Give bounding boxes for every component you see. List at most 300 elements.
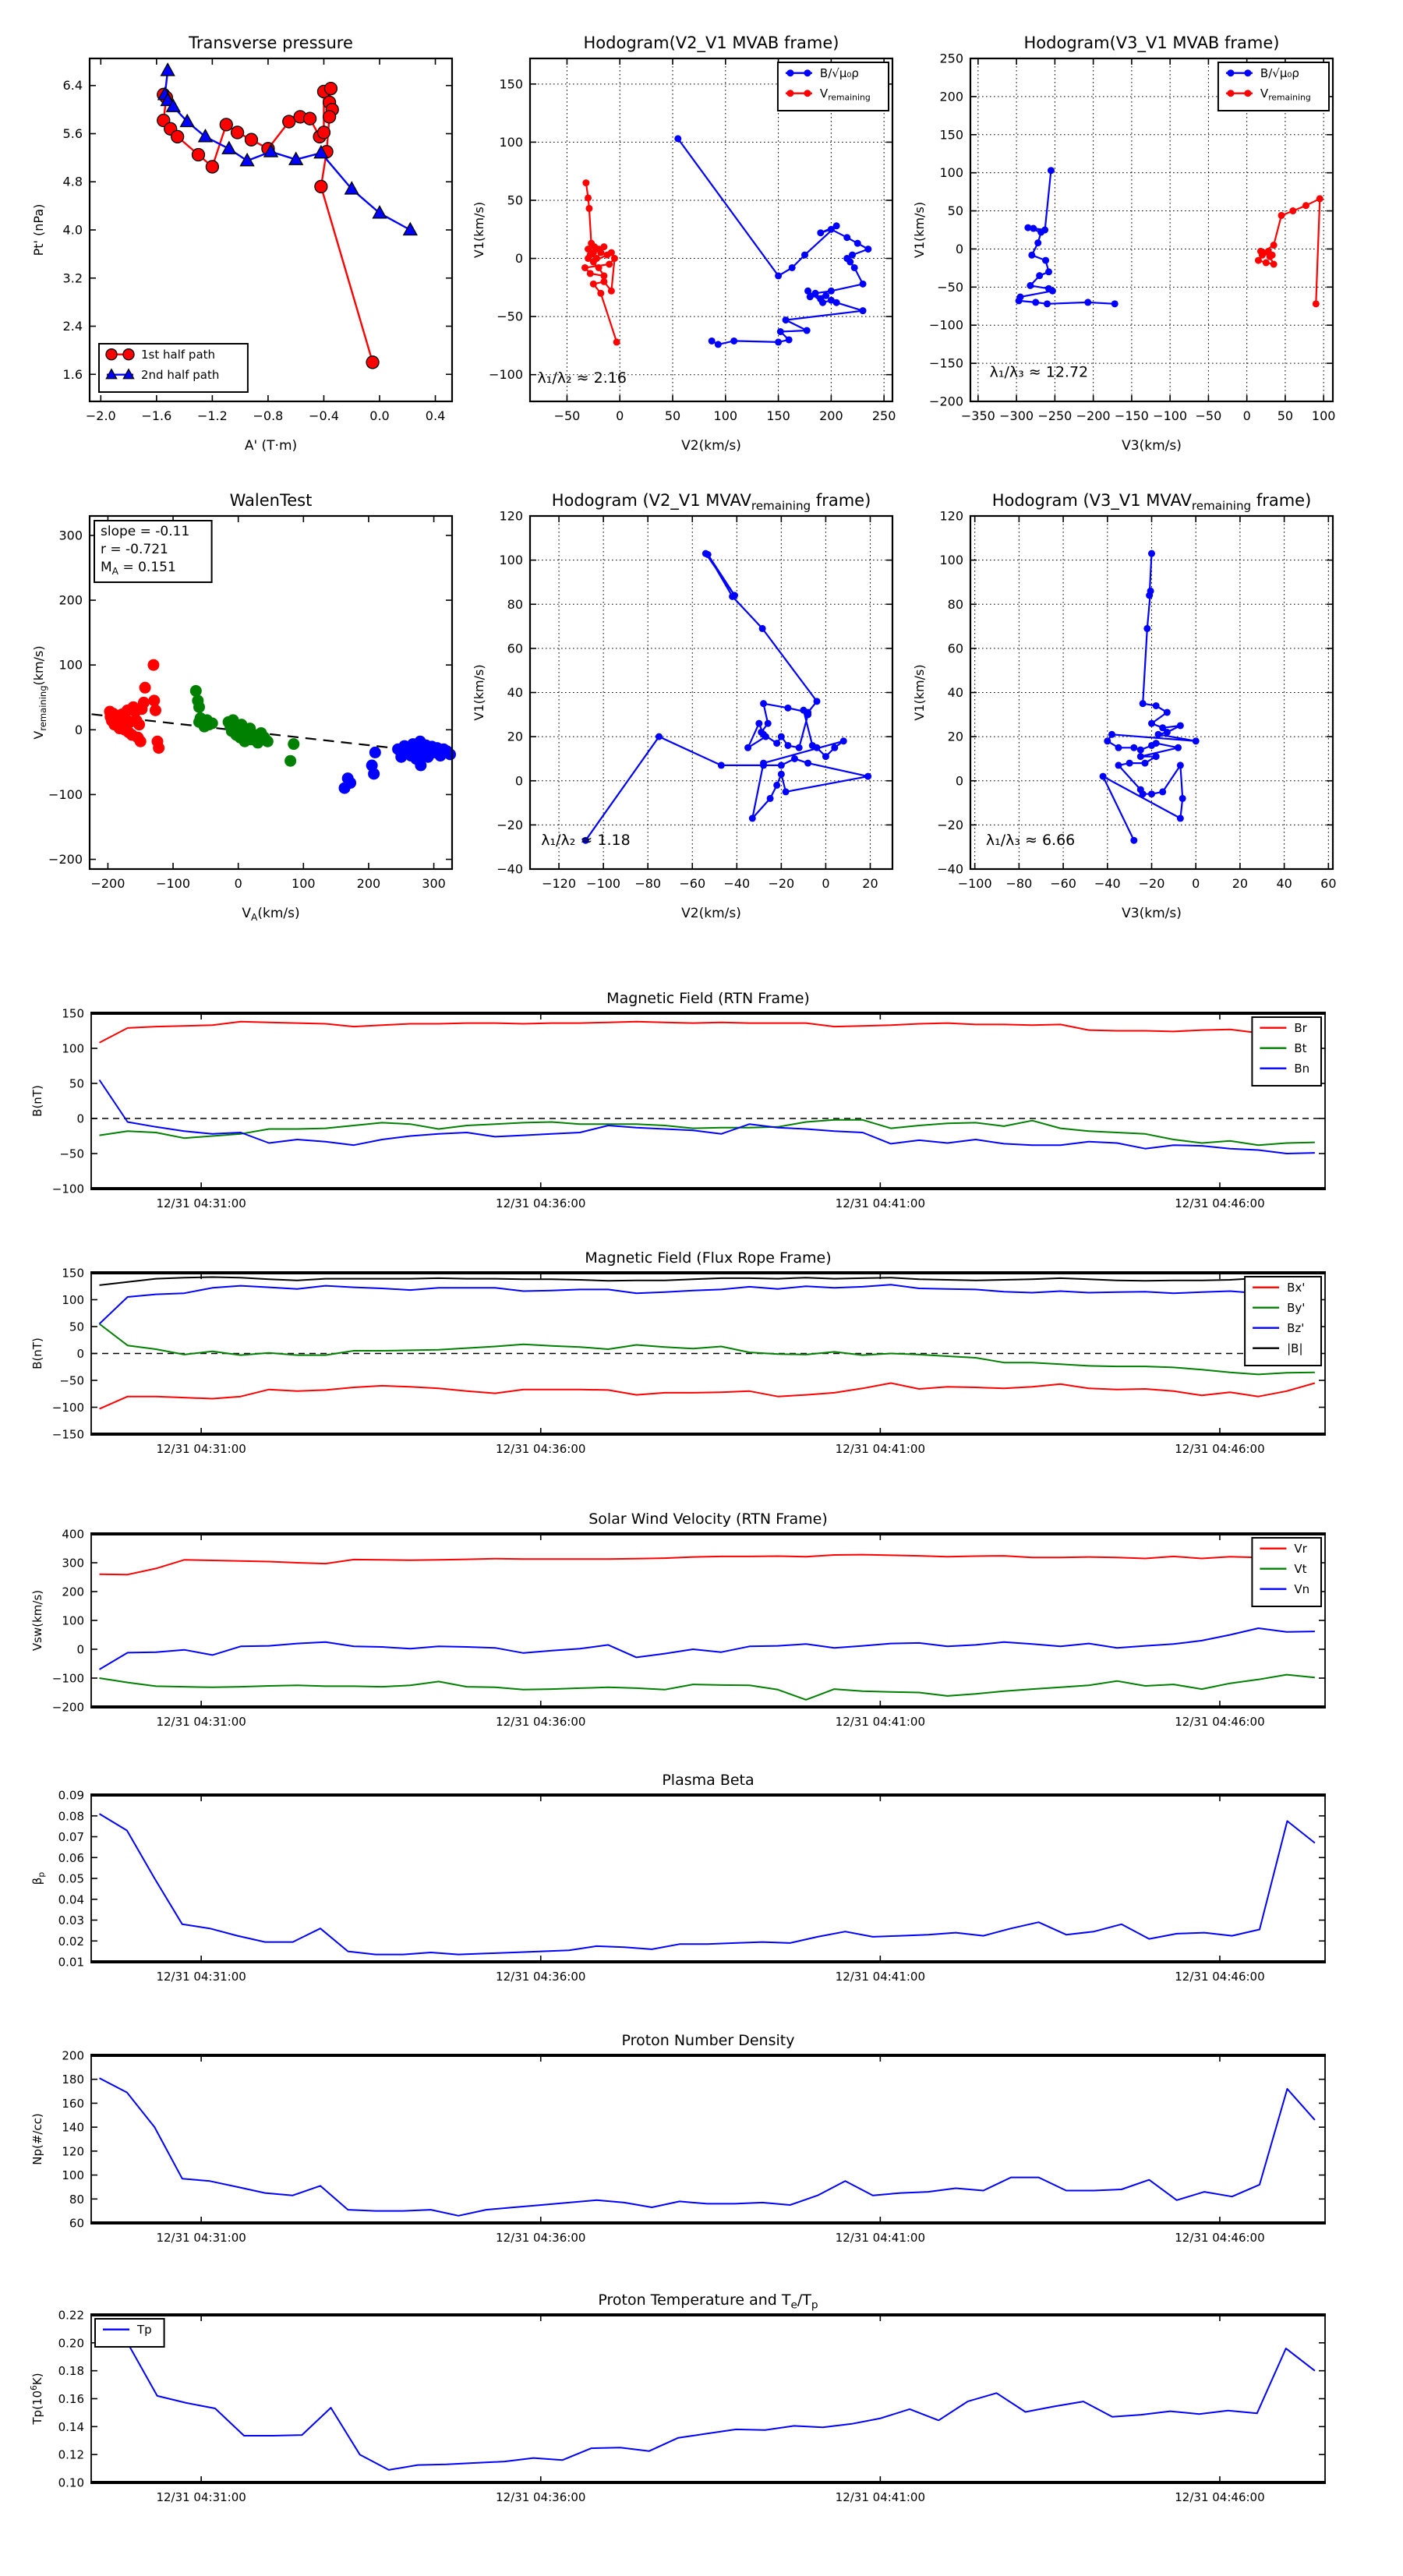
data-point	[1289, 207, 1296, 214]
legend-marker	[786, 69, 793, 76]
legend-marker	[106, 349, 117, 360]
legend-label: Bz'	[1287, 1321, 1305, 1336]
y-tick-label: 0	[76, 1111, 84, 1126]
stats-box	[94, 521, 212, 582]
y-tick-label: 5.6	[62, 125, 83, 141]
x-tick-label: −60	[1050, 876, 1076, 891]
y-tick-label: 0.08	[58, 1809, 84, 1824]
x-tick-label: 0.0	[369, 408, 390, 423]
data-point	[1164, 708, 1171, 716]
data-point	[1316, 195, 1323, 202]
y-tick-label: 0	[955, 241, 963, 256]
data-point	[245, 133, 257, 146]
data-point	[1269, 252, 1276, 259]
y-tick-label: −40	[937, 861, 963, 877]
data-point	[778, 733, 785, 740]
y-axis-label: Pt' (nPa)	[31, 203, 46, 256]
x-tick-label: 12/31 04:41:00	[835, 2231, 926, 2245]
data-point	[1104, 737, 1111, 744]
data-point	[288, 738, 299, 750]
panel-hodogram-v2v1-mvav	[472, 491, 892, 921]
data-point	[1175, 744, 1182, 751]
x-tick-label: 12/31 04:46:00	[1175, 1970, 1265, 1984]
legend-marker	[1244, 90, 1251, 97]
data-point	[1126, 760, 1133, 767]
x-tick-label: 200	[356, 876, 381, 891]
y-tick-label: 150	[62, 1006, 84, 1021]
x-tick-label: 100	[1311, 408, 1336, 423]
series-line	[100, 1284, 1315, 1323]
series-Tp	[100, 2336, 1315, 2470]
y-tick-label: 2.4	[62, 319, 83, 334]
data-point	[150, 705, 161, 716]
series-alfven-velocity	[674, 135, 871, 348]
series-line	[100, 1555, 1315, 1575]
x-tick-label: 12/31 04:31:00	[156, 1970, 246, 1984]
y-tick-label: 80	[69, 2192, 84, 2207]
x-tick-label: −1.6	[141, 408, 172, 423]
x-tick-label: −100	[156, 876, 191, 891]
x-tick-label: 12/31 04:36:00	[496, 1715, 586, 1729]
panel-title: WalenTest	[229, 491, 313, 510]
y-tick-label: 0	[955, 773, 963, 789]
legend	[99, 344, 248, 392]
data-point	[1100, 773, 1107, 780]
data-point	[304, 112, 316, 125]
data-point	[585, 205, 592, 212]
y-axis-label: V1(km/s)	[472, 664, 486, 721]
data-point	[1153, 753, 1160, 760]
y-tick-label: 0.12	[58, 2447, 84, 2462]
x-axis-label: V3(km/s)	[1122, 438, 1182, 454]
x-tick-label: 60	[1320, 876, 1337, 891]
data-point	[1155, 731, 1162, 738]
data-point	[1270, 261, 1278, 268]
y-tick-label: 40	[507, 685, 523, 700]
y-tick-label: −200	[929, 394, 963, 409]
data-point	[840, 737, 847, 744]
x-tick-label: −0.4	[309, 408, 339, 423]
series-v-remaining	[1255, 195, 1323, 307]
data-point	[804, 327, 811, 334]
data-point	[1177, 761, 1184, 769]
y-tick-label: −200	[48, 852, 83, 868]
x-tick-label: −80	[1005, 876, 1033, 891]
data-point	[404, 223, 417, 235]
legend-label: 1st half path	[141, 348, 216, 362]
y-axis-label: B(nT)	[30, 1085, 44, 1117]
y-tick-label: 50	[69, 1320, 84, 1334]
stats-line: slope = -0.11	[101, 524, 190, 539]
x-tick-label: −20	[768, 876, 795, 891]
data-point	[1153, 740, 1160, 747]
y-tick-label: 20	[947, 729, 963, 744]
data-point	[606, 261, 613, 268]
panel-proton-density	[30, 2032, 1326, 2245]
x-tick-label: 0	[234, 876, 242, 891]
legend-label: Tp	[137, 2323, 152, 2337]
data-point	[854, 240, 861, 247]
x-tick-label: 100	[713, 408, 738, 423]
x-tick-label: 200	[819, 408, 843, 423]
data-point	[749, 814, 756, 822]
legend-label: B/√μ₀ρ	[1260, 66, 1299, 81]
data-point	[262, 736, 274, 747]
x-tick-label: 12/31 04:31:00	[156, 2231, 246, 2245]
y-tick-label: 0.04	[58, 1892, 84, 1907]
data-point	[1045, 268, 1052, 275]
series-line	[100, 1675, 1315, 1700]
y-tick-label: 300	[58, 528, 83, 543]
y-tick-label: 200	[62, 1585, 84, 1599]
series-Vn	[100, 1628, 1315, 1670]
y-tick-label: 0.10	[58, 2475, 84, 2490]
x-tick-label: −100	[586, 876, 621, 891]
series-line	[100, 1814, 1315, 1955]
data-point	[729, 593, 736, 600]
data-point	[1148, 790, 1155, 797]
x-tick-label: −300	[999, 408, 1034, 423]
series-Vr	[100, 1555, 1315, 1575]
data-point	[1259, 249, 1266, 256]
x-tick-label: 0	[616, 408, 624, 423]
panel-hodogram-v2v1-mvab	[472, 34, 896, 454]
x-tick-label: −2.0	[85, 408, 116, 423]
y-tick-label: 4.8	[62, 174, 83, 189]
data-point	[1177, 814, 1184, 822]
data-point	[595, 264, 603, 271]
ticks	[58, 2309, 1325, 2505]
x-tick-label: 12/31 04:36:00	[496, 1196, 586, 1210]
data-point	[778, 771, 785, 778]
panel-title: Hodogram(V2_V1 MVAB frame)	[583, 34, 839, 52]
x-tick-label: −1.2	[196, 408, 228, 423]
y-tick-label: 60	[507, 641, 523, 656]
data-point	[1255, 257, 1262, 264]
y-tick-label: −50	[59, 1147, 84, 1161]
x-tick-label: 0	[822, 876, 830, 891]
axes-frame	[91, 1795, 1325, 1962]
legend	[1245, 1277, 1321, 1366]
data-point	[585, 194, 592, 201]
data-point	[804, 760, 811, 767]
panel-title: Hodogram(V3_V1 MVAB frame)	[1023, 34, 1280, 52]
panel-title: Magnetic Field (Flux Rope Frame)	[585, 1249, 832, 1267]
y-tick-label: 1.6	[62, 366, 83, 382]
annotation: λ₁/λ₃ ≈ 6.66	[985, 831, 1076, 849]
data-point	[822, 753, 829, 760]
y-tick-label: 50	[947, 203, 963, 219]
data-point	[600, 278, 607, 285]
data-point	[613, 338, 620, 345]
y-tick-label: 0.14	[58, 2419, 84, 2434]
data-point	[1032, 299, 1039, 306]
y-tick-label: 0	[514, 773, 523, 789]
panel-proton-temp	[29, 2292, 1326, 2504]
y-tick-label: 400	[62, 1527, 84, 1542]
series-Br	[100, 1022, 1315, 1048]
data-point	[207, 717, 218, 729]
y-tick-label: 6.4	[62, 78, 83, 94]
data-point	[778, 761, 785, 769]
data-point	[814, 744, 821, 751]
data-point	[814, 698, 821, 705]
data-point	[674, 135, 681, 142]
data-point	[590, 281, 597, 288]
y-tick-label: −50	[937, 279, 963, 295]
x-tick-label: 12/31 04:31:00	[156, 1715, 246, 1729]
y-axis-label: V1(km/s)	[912, 664, 927, 721]
data-point	[366, 356, 379, 369]
data-point	[796, 744, 803, 751]
series-line	[100, 1383, 1315, 1409]
data-point	[368, 768, 380, 779]
legend-box	[1245, 1277, 1321, 1366]
data-point	[775, 272, 782, 279]
data-point	[1148, 720, 1155, 727]
data-point	[755, 720, 762, 727]
data-point	[718, 761, 725, 769]
panel-walen-test	[31, 491, 456, 923]
y-tick-label: −100	[929, 317, 963, 333]
legend-marker	[1227, 90, 1234, 97]
panel-title: Proton Number Density	[621, 2032, 795, 2049]
data-point	[1278, 212, 1285, 219]
stats-line: r = -0.721	[101, 542, 168, 557]
legend-label: Bx'	[1287, 1281, 1306, 1295]
y-tick-label: 100	[62, 1293, 84, 1307]
data-point	[1130, 744, 1137, 751]
y-tick-label: −50	[497, 309, 523, 324]
series-Vt	[100, 1675, 1315, 1700]
y-tick-label: 180	[62, 2072, 84, 2087]
y-tick-label: 100	[62, 1041, 84, 1056]
ticks	[58, 1789, 1325, 1984]
legend-marker	[1227, 69, 1234, 76]
y-axis-label: V1(km/s)	[912, 201, 927, 259]
legend-label: By'	[1287, 1301, 1306, 1316]
data-point	[864, 773, 871, 780]
x-tick-label: 250	[871, 408, 896, 423]
y-tick-label: 100	[939, 165, 963, 181]
x-tick-label: 12/31 04:36:00	[496, 2490, 586, 2504]
y-tick-label: −100	[48, 786, 83, 802]
x-tick-label: 50	[1277, 408, 1294, 423]
y-axis-label: $Tp(10^6K)$	[29, 2373, 44, 2425]
data-point	[773, 782, 780, 789]
y-tick-label: −20	[497, 817, 523, 832]
series-Np	[100, 2078, 1315, 2216]
data-point	[760, 731, 767, 738]
x-tick-label: −200	[1076, 408, 1111, 423]
data-point	[1027, 282, 1034, 289]
y-tick-label: 150	[62, 1266, 84, 1281]
data-point	[773, 740, 780, 747]
annotation: λ₁/λ₂ ≈ 2.16	[537, 369, 627, 387]
data-point	[206, 161, 218, 173]
axes-frame	[91, 1013, 1325, 1189]
data-point	[1143, 625, 1150, 632]
x-tick-label: 12/31 04:41:00	[835, 1715, 926, 1729]
data-point	[597, 290, 604, 297]
y-tick-label: 80	[507, 596, 523, 612]
data-point	[833, 299, 840, 306]
x-tick-label: 50	[664, 408, 681, 423]
data-point	[1137, 753, 1144, 760]
y-tick-label: −100	[51, 1671, 84, 1686]
legend-label: $V_{remaining}$	[819, 87, 871, 103]
legend-label: B/√μ₀ρ	[819, 66, 859, 81]
x-tick-label: −200	[90, 876, 125, 891]
x-tick-label: 12/31 04:36:00	[496, 1970, 586, 1984]
panel-title: Magnetic Field (RTN Frame)	[606, 990, 810, 1007]
series-line	[164, 89, 373, 362]
data-point	[444, 748, 456, 760]
panel-vsw-rtn	[30, 1511, 1326, 1729]
data-point	[193, 149, 205, 161]
data-point	[1044, 300, 1051, 307]
data-point	[786, 336, 793, 343]
data-point	[784, 705, 791, 712]
x-tick-label: 12/31 04:41:00	[835, 2490, 926, 2504]
y-tick-label: 0	[76, 1642, 84, 1657]
data-point	[133, 719, 145, 730]
data-point	[283, 115, 295, 128]
axes-frame	[91, 1534, 1325, 1707]
data-point	[1024, 224, 1031, 231]
data-point	[231, 126, 244, 139]
y-tick-label: −100	[51, 1401, 84, 1415]
data-point	[1111, 300, 1119, 307]
data-point	[804, 288, 811, 295]
data-point	[819, 299, 826, 306]
series-Bz-prime	[100, 1284, 1315, 1323]
y-tick-label: 40	[947, 685, 963, 700]
legend-label: $V_{remaining}$	[1260, 87, 1311, 103]
series-v-remaining-path	[582, 550, 871, 844]
data-point	[860, 281, 867, 288]
series-B-magnitude	[100, 1277, 1315, 1285]
data-point	[147, 659, 159, 671]
legend	[1218, 62, 1329, 111]
panel-title: Plasma Beta	[662, 1772, 755, 1789]
x-axis-label: $V_A(km/s)$	[242, 906, 300, 924]
data-point	[199, 129, 212, 141]
y-tick-label: 200	[58, 592, 83, 608]
series-v-remaining	[581, 179, 620, 345]
ticks	[52, 1267, 1325, 1457]
ticks	[52, 1007, 1325, 1211]
data-point	[656, 733, 663, 740]
y-tick-label: 0.03	[58, 1913, 84, 1928]
legend-label: Vr	[1294, 1542, 1307, 1557]
x-tick-label: −40	[1094, 876, 1121, 891]
y-tick-label: 60	[947, 641, 963, 656]
series-By-prime	[100, 1324, 1315, 1375]
y-axis-label: Np(#/cc)	[30, 2113, 44, 2165]
data-point	[138, 697, 150, 708]
panel-title: Proton Temperature and $T_e/T_p$	[598, 2292, 818, 2312]
data-point	[611, 255, 618, 262]
y-tick-label: 200	[939, 89, 963, 104]
series-line	[100, 1277, 1315, 1285]
x-tick-label: 20	[1232, 876, 1249, 891]
legend-label: Vn	[1294, 1582, 1310, 1597]
y-tick-label: 0.20	[58, 2336, 84, 2351]
x-tick-label: 12/31 04:46:00	[1175, 2231, 1265, 2245]
panel-mag-fluxrope	[30, 1249, 1326, 1456]
x-tick-label: −40	[723, 876, 751, 891]
legend-marker	[786, 90, 793, 97]
x-tick-label: 12/31 04:41:00	[835, 1196, 926, 1210]
x-tick-label: 100	[292, 876, 316, 891]
y-tick-label: 120	[62, 2144, 84, 2159]
data-point	[161, 63, 175, 75]
data-point	[1159, 788, 1166, 795]
data-point	[767, 795, 774, 802]
y-tick-label: −200	[51, 1700, 84, 1715]
data-point	[1141, 760, 1148, 767]
y-tick-label: 250	[939, 51, 963, 66]
y-tick-label: 150	[939, 127, 963, 143]
data-point	[345, 777, 356, 789]
data-point	[581, 264, 588, 271]
data-point	[284, 755, 296, 767]
panel-hodogram-v3v1-mvav	[912, 491, 1337, 921]
y-tick-label: 80	[947, 596, 963, 612]
y-tick-label: 100	[58, 657, 83, 673]
panel-title: Solar Wind Velocity (RTN Frame)	[588, 1511, 828, 1528]
data-point	[831, 744, 838, 751]
x-tick-label: 12/31 04:46:00	[1175, 2490, 1265, 2504]
y-tick-label: −150	[51, 1427, 84, 1442]
panel-title: Hodogram (V3_V1 $MVAV_{remaining}$ frame)	[991, 491, 1312, 514]
y-tick-label: 20	[507, 729, 523, 744]
y-tick-label: 0.09	[58, 1788, 84, 1803]
y-tick-label: −150	[929, 355, 963, 371]
annotation: λ₁/λ₂ ≈ 1.18	[541, 831, 631, 849]
y-tick-label: 120	[939, 508, 963, 524]
x-tick-label: 300	[422, 876, 446, 891]
x-tick-label: 12/31 04:41:00	[835, 1970, 926, 1984]
y-axis-label: B(nT)	[30, 1337, 44, 1369]
data-point	[1028, 252, 1035, 259]
data-point	[315, 180, 327, 193]
data-point	[1270, 242, 1278, 249]
legend-label: Bn	[1294, 1062, 1310, 1076]
y-tick-label: 0.22	[58, 2308, 84, 2323]
data-point	[317, 126, 330, 139]
data-point	[1037, 228, 1044, 235]
x-tick-label: 12/31 04:31:00	[156, 1442, 246, 1456]
data-point	[582, 179, 589, 186]
data-point	[709, 337, 716, 345]
series-middle-third	[190, 685, 299, 767]
data-point	[1130, 837, 1137, 844]
data-point	[369, 747, 381, 758]
data-point	[153, 742, 164, 754]
series-Bn	[100, 1080, 1315, 1154]
y-tick-label: 0.02	[58, 1934, 84, 1949]
y-tick-label: 50	[507, 193, 523, 208]
data-point	[1108, 731, 1115, 738]
data-point	[1179, 795, 1186, 802]
data-point	[220, 118, 232, 131]
series-v-remaining-path	[1100, 550, 1200, 844]
x-axis-label: V2(km/s)	[681, 438, 741, 454]
x-axis-label: V3(km/s)	[1122, 906, 1182, 921]
data-point	[759, 625, 766, 632]
